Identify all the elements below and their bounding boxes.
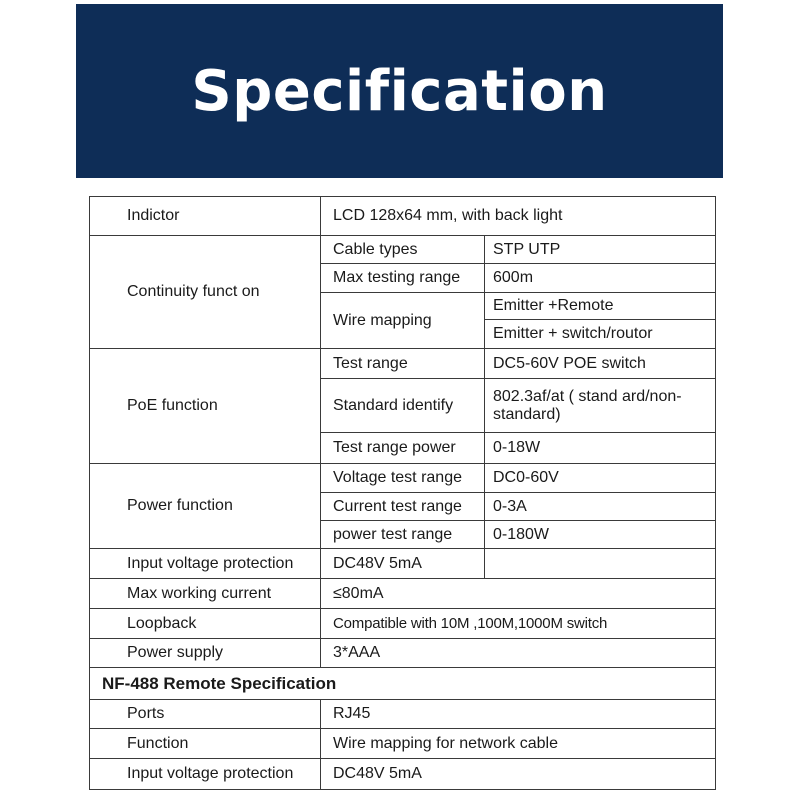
row-value-loopback: Compatible with 10M ,100M,1000M switch <box>321 609 716 639</box>
row-label-power: Power function <box>90 464 321 549</box>
table-row <box>90 236 716 264</box>
table-row <box>90 729 716 759</box>
table-row <box>90 759 716 790</box>
sub-value-test-range-power: 0-18W <box>485 433 716 464</box>
title-banner <box>76 4 723 178</box>
sub-label-max-testing-range: Max testing range <box>321 264 485 293</box>
sub-value-voltage-test-range: DC0-60V <box>485 464 716 493</box>
sub-value-current-test-range: 0-3A <box>485 493 716 521</box>
table-row <box>90 668 716 700</box>
sub-value-power-test-range: 0-180W <box>485 521 716 549</box>
page-title: Specification <box>191 58 608 124</box>
row-label-poe: PoE function <box>90 349 321 464</box>
sub-value-test-range: DC5-60V POE switch <box>485 349 716 379</box>
sub-label-current-test-range: Current test range <box>321 493 485 521</box>
sub-label-test-range-power: Test range power <box>321 433 485 464</box>
table-row <box>90 609 716 639</box>
row-value-max-working-current: ≤80mA <box>321 579 716 609</box>
sub-label-voltage-test-range: Voltage test range <box>321 464 485 493</box>
sub-label-test-range: Test range <box>321 349 485 379</box>
row-label-input-voltage-protection: Input voltage protection <box>90 549 321 579</box>
row-value-ports: RJ45 <box>321 700 716 729</box>
sub-label-cable-types: Cable types <box>321 236 485 264</box>
table-row <box>90 349 716 379</box>
table-row <box>90 700 716 729</box>
row-value-function: Wire mapping for network cable <box>321 729 716 759</box>
row-label-remote-input-voltage-protection: Input voltage protection <box>90 759 321 790</box>
row-value-indicator: LCD 128x64 mm, with back light <box>321 197 716 236</box>
row-label-ports: Ports <box>90 700 321 729</box>
row-label-power-supply: Power supply <box>90 639 321 668</box>
row-label-indicator: Indictor <box>90 197 321 236</box>
empty-cell <box>485 549 716 579</box>
table-row <box>90 579 716 609</box>
sub-value-wire-mapping-2: Emitter + switch/routor <box>485 320 716 349</box>
spec-table <box>89 196 716 790</box>
sub-value-cable-types: STP UTP <box>485 236 716 264</box>
row-label-max-working-current: Max working current <box>90 579 321 609</box>
sub-value-max-testing-range: 600m <box>485 264 716 293</box>
table-row <box>90 639 716 668</box>
row-label-continuity: Continuity funct on <box>90 236 321 349</box>
sub-label-standard-identify: Standard identify <box>321 379 485 433</box>
sub-value-wire-mapping-1: Emitter +Remote <box>485 293 716 320</box>
sub-value-standard-identify: 802.3af/at ( stand ard/non-standard) <box>485 379 716 433</box>
row-label-loopback: Loopback <box>90 609 321 639</box>
row-value-power-supply: 3*AAA <box>321 639 716 668</box>
table-row <box>90 197 716 236</box>
sub-label-power-test-range: power test range <box>321 521 485 549</box>
table-row <box>90 549 716 579</box>
row-value-remote-input-voltage-protection: DC48V 5mA <box>321 759 716 790</box>
remote-spec-heading: NF-488 Remote Specification <box>90 668 716 700</box>
sub-label-wire-mapping: Wire mapping <box>321 293 485 349</box>
table-row <box>90 464 716 493</box>
row-value-input-voltage-protection: DC48V 5mA <box>321 549 485 579</box>
row-label-function: Function <box>90 729 321 759</box>
